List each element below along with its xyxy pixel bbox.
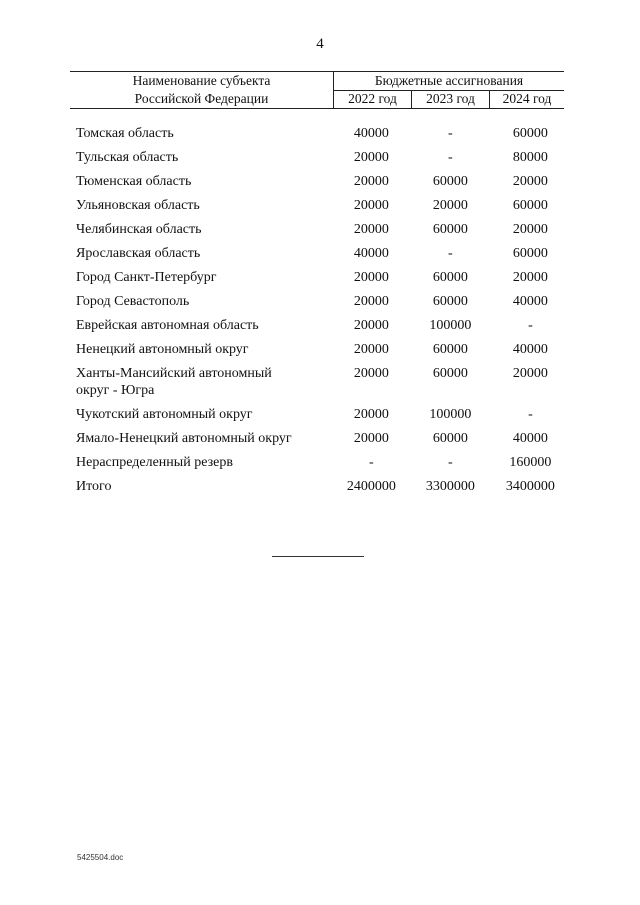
value-2022: 40000 <box>353 246 389 261</box>
table-row-total <box>76 475 566 499</box>
subject-name-header-line1: Наименование субъекта <box>132 73 271 88</box>
value-2024: 160000 <box>509 455 552 470</box>
budget-column-group-header <box>334 72 564 108</box>
value-2023: 100000 <box>429 407 472 422</box>
table-body <box>76 122 566 499</box>
value-2023: 100000 <box>429 318 472 333</box>
end-of-table-divider <box>272 556 364 557</box>
value-2023: 60000 <box>432 294 468 309</box>
value-2023: 20000 <box>432 198 468 213</box>
document-file-code: 5425504.doc <box>77 853 124 862</box>
subject-name: Томская область <box>76 126 174 141</box>
table-row <box>76 314 566 338</box>
subject-name-line1: Ханты-Мансийский автономный <box>76 366 272 381</box>
subject-name: Ямало-Ненецкий автономный округ <box>76 431 292 446</box>
value-2024: 60000 <box>512 126 548 141</box>
value-2024: 40000 <box>512 431 548 446</box>
value-2022: 40000 <box>353 126 389 141</box>
subject-name: Еврейская автономная область <box>76 318 259 333</box>
subject-name: Итого <box>76 479 112 494</box>
subject-name: Город Санкт-Петербург <box>76 270 217 285</box>
year-header-2023: 2023 год <box>412 90 490 108</box>
table-row <box>76 338 566 362</box>
subject-name: Тульская область <box>76 150 179 165</box>
value-2023: 60000 <box>432 366 468 381</box>
subject-name: Чукотский автономный округ <box>76 407 253 422</box>
value-2022: 20000 <box>353 174 389 189</box>
subject-name-header-line2: Российской Федерации <box>134 91 269 106</box>
value-2022: - <box>368 455 374 470</box>
value-2022: 20000 <box>353 294 389 309</box>
table-row <box>76 427 566 451</box>
table-row <box>76 290 566 314</box>
table-header <box>70 71 564 109</box>
value-2023: 60000 <box>432 431 468 446</box>
subject-name: Город Севастополь <box>76 294 190 309</box>
value-2022: 20000 <box>353 222 389 237</box>
value-2022: 20000 <box>353 431 389 446</box>
subject-name: Тюменская область <box>76 174 192 189</box>
table-row <box>76 362 566 403</box>
value-2024: 80000 <box>512 150 548 165</box>
value-2023: 60000 <box>432 342 468 357</box>
value-2024: 20000 <box>512 222 548 237</box>
value-2022: 20000 <box>353 198 389 213</box>
table-row <box>76 194 566 218</box>
page-number: 4 <box>316 36 324 52</box>
value-2022: 20000 <box>353 342 389 357</box>
value-2022: 20000 <box>353 270 389 285</box>
value-2022: 20000 <box>353 150 389 165</box>
subject-name: Челябинская область <box>76 222 202 237</box>
value-2024: - <box>528 407 533 422</box>
value-2023: - <box>448 246 453 261</box>
value-2024: 20000 <box>512 366 548 381</box>
subject-name: Нераспределенный резерв <box>76 455 233 470</box>
value-2024: 20000 <box>512 174 548 189</box>
value-2024: 3400000 <box>505 479 555 494</box>
table-row <box>76 218 566 242</box>
subject-name: Ярославская область <box>76 246 201 261</box>
budget-title: Бюджетные ассигнования <box>334 72 564 91</box>
table-row <box>76 266 566 290</box>
subject-name: Ненецкий автономный округ <box>76 342 249 357</box>
table-row <box>76 146 566 170</box>
value-2024: 60000 <box>512 246 548 261</box>
table-row <box>76 170 566 194</box>
value-2024: 40000 <box>512 342 548 357</box>
value-2023: - <box>448 126 453 141</box>
subject-name-line2: округ - Югра <box>76 383 155 398</box>
value-2023: 60000 <box>432 222 468 237</box>
subject-name <box>76 365 337 399</box>
year-header-2022: 2022 год <box>334 90 412 108</box>
value-2022: 2400000 <box>346 479 396 494</box>
value-2022: 20000 <box>353 366 389 381</box>
value-2023: 3300000 <box>425 479 475 494</box>
subject-name: Ульяновская область <box>76 198 200 213</box>
value-2024: 20000 <box>512 270 548 285</box>
table-row <box>76 451 566 475</box>
value-2022: 20000 <box>353 318 389 333</box>
value-2023: 60000 <box>432 174 468 189</box>
value-2023: - <box>448 150 453 165</box>
table-row <box>76 403 566 427</box>
table-row <box>76 122 566 146</box>
value-2024: 40000 <box>512 294 548 309</box>
subject-name-column-header <box>70 72 334 108</box>
value-2024: 60000 <box>512 198 548 213</box>
value-2024: - <box>528 318 533 333</box>
year-header-2024: 2024 год <box>502 91 552 106</box>
table-row <box>76 242 566 266</box>
value-2022: 20000 <box>353 407 389 422</box>
value-2023: 60000 <box>432 270 468 285</box>
value-2023: - <box>448 455 453 470</box>
